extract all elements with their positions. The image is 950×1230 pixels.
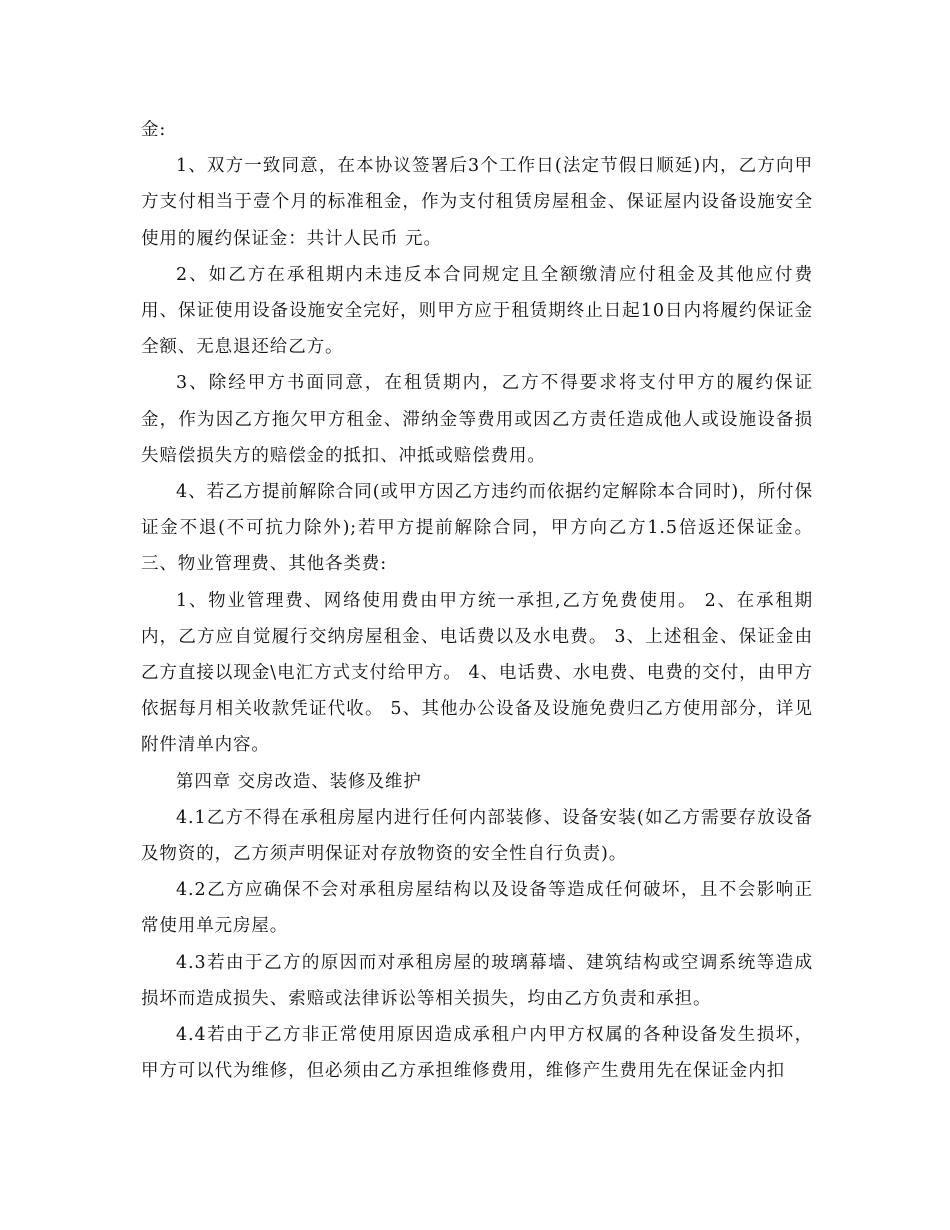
clause-4-3: 4.3若由于乙方的原因而对承租房屋的玻璃幕墙、建筑结构或空调系统等造成损坏而造成损失、索赔或法律诉讼等相关损失，均由乙方负责和承担。 (141, 952, 813, 1009)
clause-4-2: 4.2乙方应确保不会对承租房屋结构以及设备等造成任何破坏，且不会影响正常使用单元房屋。 (141, 880, 813, 937)
clause-4-4: 4.4若由于乙方非正常使用原因造成承租户内甲方权属的各种设备发生损坏，甲方可以代为维修，但必须由乙方承担维修费用，维修产生费用先在保证金内扣 (141, 1025, 813, 1082)
paragraph-property-fees: 1、物业管理费、网络使用费由甲方统一承担,乙方免费使用。 2、在承租期内，乙方应自觉履行交纳房屋租金、电话费以及水电费。 3、上述租金、保证金由乙方直接以现金\电汇方式支付给甲方。 4、电话费、水电费、电费的交付，由甲方依据每月相关收款凭证代收。 5、其他办公设备及设施免费归乙方使用部分，详见附件清单内容。 (141, 590, 813, 756)
paragraph-continuation: 金: (141, 120, 167, 140)
chapter-heading: 第四章 交房改造、装修及维护 (176, 771, 422, 792)
paragraph-deposit-offset: 3、除经甲方书面同意，在租赁期内，乙方不得要求将支付甲方的履约保证金，作为因乙方拖欠甲方租金、滞纳金等费用或因乙方责任造成他人或设施设备损失赔偿损失方的赔偿金的抵扣、冲抵或赔偿费用。 (141, 373, 813, 466)
paragraph-deposit-payment: 1、双方一致同意，在本协议签署后3个工作日(法定节假日顺延)内，乙方向甲方支付相当于壹个月的标准租金，作为支付租赁房屋租金、保证屋内设备设施安全使用的履约保证金：共计人民币 元。 (141, 156, 813, 249)
document-body (141, 112, 813, 1089)
paragraph-deposit-refund: 2、如乙方在承租期内未违反本合同规定且全额缴清应付租金及其他应付费用、保证使用设备设施安全完好，则甲方应于租赁期终止日起10日内将履约保证金全额、无息退还给乙方。 (141, 264, 813, 358)
paragraph-early-termination: 4、若乙方提前解除合同(或甲方因乙方违约而依据约定解除本合同时)，所付保证金不退(不可抗力除外);若甲方提前解除合同，甲方向乙方1.5倍返还保证金。 三、物业管理费、其他各类费: (141, 482, 813, 575)
clause-4-1: 4.1乙方不得在承租房屋内进行任何内部装修、设备安装(如乙方需要存放设备及物资的，乙方须声明保证对存放物资的安全性自行负责)。 (141, 807, 813, 865)
